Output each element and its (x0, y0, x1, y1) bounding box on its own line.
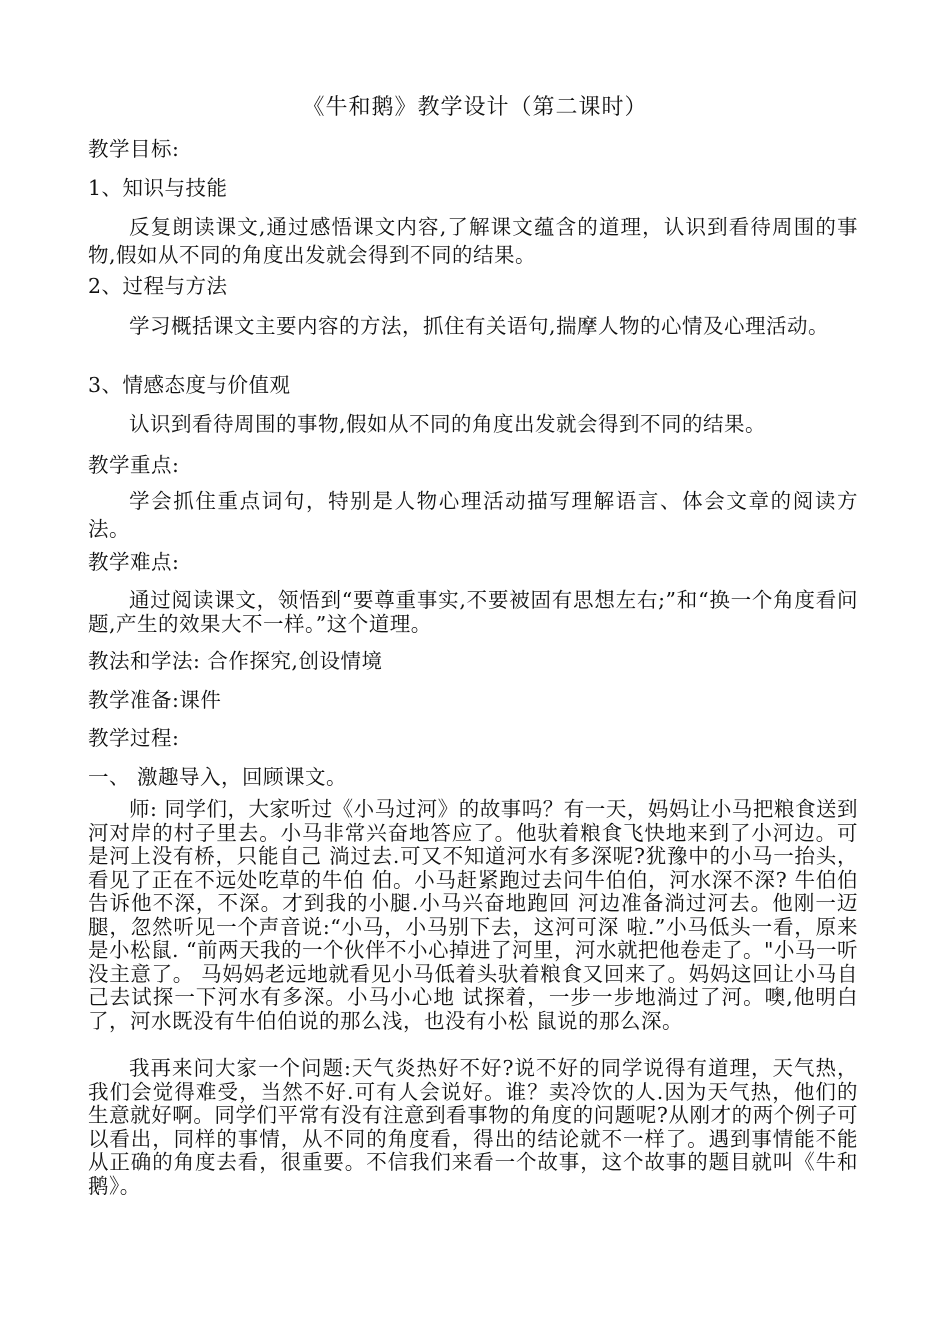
objective-1-text: 反复朗读课文,通过感悟课文内容,了解课文蕴含的道理，认识到看待周围的事物,假如从不同的角度出发就会得到不同的结果。 (88, 215, 858, 267)
key-points-heading: 教学重点: (88, 453, 180, 477)
objective-1-heading: 1、知识与技能 (88, 176, 228, 200)
document-title: 《牛和鹅》教学设计（第二课时） (302, 95, 648, 120)
objective-2-heading: 2、过程与方法 (88, 274, 228, 298)
difficulties-text: 通过阅读课文，领悟到“要尊重事实,不要被固有思想左右;”和“换一个角度看问题,产生的效果大不一样。”这个道理。 (88, 588, 858, 636)
key-points-text: 学会抓住重点词句，特别是人物心理活动描写理解语言、体会文章的阅读方法。 (88, 489, 858, 541)
objective-3-heading: 3、情感态度与价值观 (88, 373, 291, 397)
objective-3-text: 认识到看待周围的事物,假如从不同的角度出发就会得到不同的结果。 (129, 412, 767, 436)
process-heading: 教学过程: (88, 726, 180, 750)
methods-line: 教法和学法: 合作探究,创设情境 (88, 649, 383, 673)
step-1-heading: 一、 激趣导入，回顾课文。 (88, 765, 348, 789)
step-1-paragraph-2: 我再来问大家一个问题:天气炎热好不好?说不好的同学说得有道理，天气热，我们会觉得难受，当然不好.可有人会说好。谁？卖冷饮的人.因为天气热，他们的生意就好啊。同学们平常有没有注意到看事物的角度的问题呢?从刚才的两个例子可以看出，同样的事情，从不同的角度看，得出的结论就不一样了。遇到事情能不能从正确的角度去看，很重要。不信我们来看一个故事，这个故事的题目就叫《牛和鹅》。 (88, 1056, 858, 1198)
step-1-paragraph-1: 师: 同学们，大家听过《小马过河》的故事吗？有一天，妈妈让小马把粮食送到河对岸的村子里去。小马非常兴奋地答应了。他驮着粮食飞快地来到了小河边。可是河上没有桥，只能自己 淌过去.可又不知道河水有多深呢?犹豫中的小马一抬头，看见了正在不远处吃草的牛伯 伯。小马赶紧跑过去问牛伯伯，河水深不深? 牛伯伯 告诉他不深，不深。才到我的小腿.小马兴奋地跑回 河边准备淌过河去。他刚一迈腿，忽然听见一个声音说:“小马，小马别下去，这河可深 啦.”小马低头一看，原来是小松鼠. “前两天我的一个伙伴不小心掉进了河里，河水就把他卷走了。"小马一听没主意了。 马妈妈老远地就看见小马低着头驮着粮食又回来了。妈妈这回让小马自己去试探一下河水有多深。小马小心地 试探着，一步一步地淌过了河。噢,他明白了，河水既没有牛伯伯说的那么浅，也没有小松 鼠说的那么深。 (88, 797, 858, 1033)
difficulties-heading: 教学难点: (88, 550, 180, 574)
objective-2-text: 学习概括课文主要内容的方法，抓住有关语句,揣摩人物的心情及心理活动。 (129, 314, 830, 338)
objectives-heading: 教学目标: (88, 137, 180, 161)
preparation-line: 教学准备:课件 (88, 688, 222, 712)
